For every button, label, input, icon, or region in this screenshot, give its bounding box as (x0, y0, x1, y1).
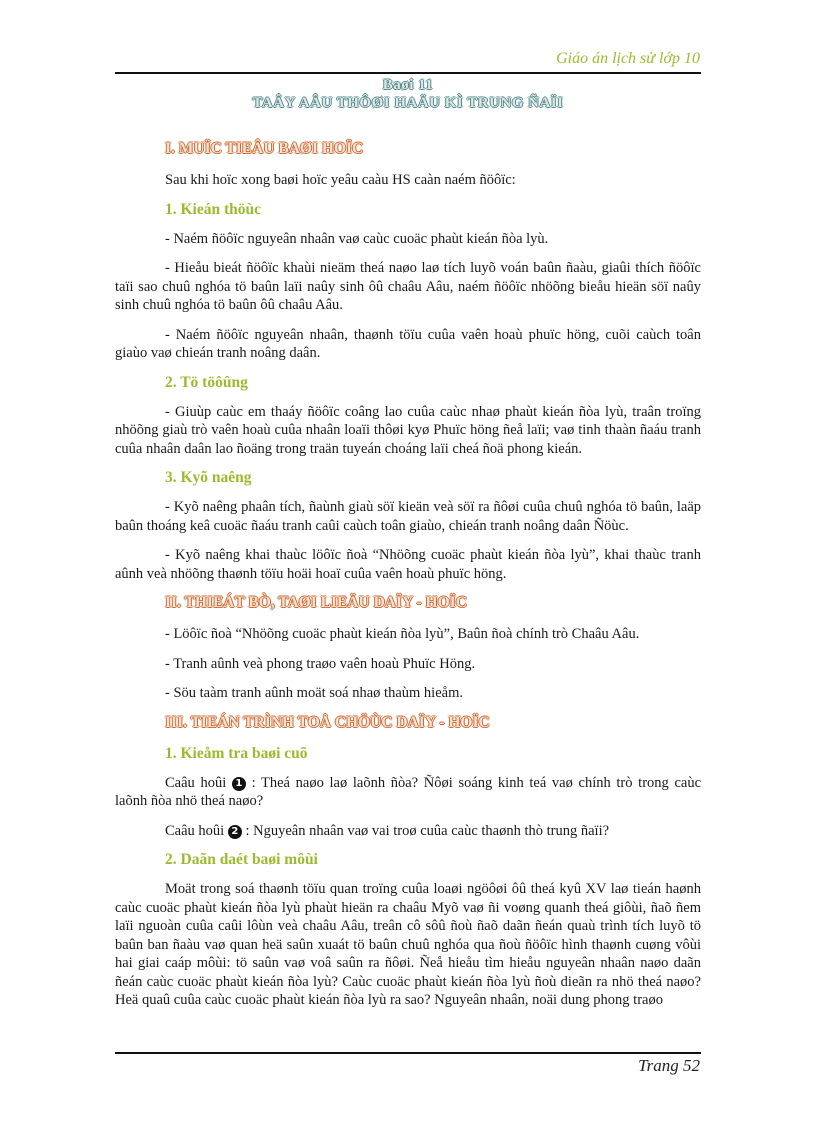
paragraph: - Söu taàm tranh aûnh moät soá nhaø thaùm hieåm. (165, 685, 463, 701)
question-text: : Nguyeân nhaân vaø vai troø cuûa caùc thaønh thò trung ñaïi? (245, 822, 610, 839)
lesson-title: TAÂY AÂU THÔØI HAÄU KÌ TRUNG ÑAÏI (252, 95, 564, 111)
section-heading-materials: II. THIEÁT BÒ, TAØI LIEÄU DAÏY - HOÏC (165, 594, 467, 611)
paragraph: - Kyõ naêng phaân tích, ñaùnh giaù söï kieän veà söï ra ñôøi cuûa chuû nghóa tö baûn, laäp baûn thoáng keâ cuoäc ñaáu tranh caûi caùch toân giaùo, chieán tranh noâng daân Ñöùc. (115, 499, 701, 534)
paragraph: Sau khi hoïc xong baøi hoïc yeâu caàu HS caàn naém ñöôïc: (165, 172, 516, 188)
section-heading-objectives: I. MUÏC TIEÂU BAØI HOÏC (165, 140, 364, 157)
question-paragraph (115, 774, 701, 811)
header-rule (115, 72, 701, 74)
number-one-icon: 1 (232, 777, 246, 791)
paragraph: - Naém ñöôïc nguyeân nhaân vaø caùc cuoäc phaùt kieán ñòa lyù. (165, 230, 549, 247)
question-label: Caâu hoûi (165, 822, 225, 839)
subheading-introduction: 2. Daãn daét baøi môùi (165, 851, 318, 868)
paragraph: - Kyõ naêng khai thaùc löôïc ñoà “Nhöõng cuoäc phaùt kieán ñòa lyù”, khai thaùc tranh aûnh veà nhöõng thaønh töïu hoäi hoaï cuûa vaên hoaù phuïc höng. (115, 547, 701, 582)
subheading-knowledge: 1. Kieán thöùc (165, 200, 262, 218)
paragraph: - Hieåu bieát ñöôïc khaùi nieäm theá naøo laø tích luyõ voán baûn ñaàu, giaûi thích ñöôïc taïi sao chuû nghóa tö baûn laïi naûy sinh ôû chaâu Aâu, naém ñöôïc nhöõng bieåu hieän söï naûy sinh chuû nghóa tö baûn ôû chaâu Aâu. (115, 260, 701, 313)
paragraph: Moät trong soá thaønh töïu quan troïng cuûa loaøi ngöôøi ôû theá kyû XV laø tieán haønh caùc cuoäc phaùt kieán ñòa lyù phaùt hieän ra chaâu Myõ vaø ñi voøng quanh theá giôùi, ñaõ ñem laïi nguoàn cuûa caûi lôùn veà chaâu Aâu, treân cô sôû ñoù ñaõ daãn ñeán quaù trình tích luyõ tö baûn ban ñaàu vaø quan heä saûn xuaát tö baûn chuû nghóa qua ñoù ñöôïc hình thaønh cuøng vôùi hai giai caáp môùi: tö saûn vaø voâ saûn ra ñôøi. Ñeå hieåu tìm hieåu nguyeân nhaân naøo daãn ñeán caùc cuoäc phaùt kieán ñòa lyù? Caùc cuoäc phaùt kieán ñòa lyù ñoù dieãn ra nhö theá naøo? Heä quaû cuûa caùc cuoäc phaùt kieán ñòa lyù ra sao? Nguyeân nhaân, noäi dung phong traøo (115, 881, 701, 1008)
paragraph: - Tranh aûnh veà phong traøo vaên hoaù Phuïc Höng. (165, 655, 476, 672)
paragraph: - Löôïc ñoà “Nhöõng cuoäc phaùt kieán ñòa lyù”, Baûn ñoà chính trò Chaâu Aâu. (165, 626, 640, 642)
question-paragraph (115, 822, 701, 841)
subheading-review: 1. Kieåm tra baøi cuõ (165, 744, 308, 762)
number-two-icon: 2 (228, 825, 242, 839)
running-header-title: Giáo án lịch sử lớp 10 (556, 50, 700, 67)
lesson-number: Baøi 11 (382, 77, 434, 93)
subheading-skills: 3. Kyõ naêng (165, 469, 252, 486)
section-heading-process: III. TIEÁN TRÌNH TOÅ CHÖÙC DAÏY - HOÏC (165, 713, 490, 731)
paragraph: - Naém ñöôïc nguyeân nhaân, thaønh töïu cuûa vaên hoaù phuïc höng, cuõi caùch toân giaùo vaø chieán tranh noâng daân. (115, 326, 701, 361)
paragraph: - Giuùp caùc em thaáy ñöôïc coâng lao cuûa caùc nhaø phaùt kieán ñòa lyù, traân troïng nhöõng giaù trò vaên hoaù cuûa nhaân loaïi thôøi kyø Phuïc höng ñeå laïi; vaø tinh thaàn ñaáu tranh cuûa nhaân daân lao ñoäng trong traän tuyeán choáng laïi cheá ñoä phong kieán. (115, 403, 701, 457)
page-number: Trang 52 (638, 1056, 700, 1075)
document-body (115, 140, 701, 1021)
subheading-ideology: 2. Tö töôûng (165, 373, 248, 391)
question-label: Caâu hoûi (165, 774, 227, 791)
question-text: : Theá naøo laø laõnh ñòa? Ñôøi soáng kinh teá vaø chính trò trong caùc laõnh ñòa nhö theá naøo? (115, 774, 702, 809)
footer-rule (115, 1052, 701, 1054)
